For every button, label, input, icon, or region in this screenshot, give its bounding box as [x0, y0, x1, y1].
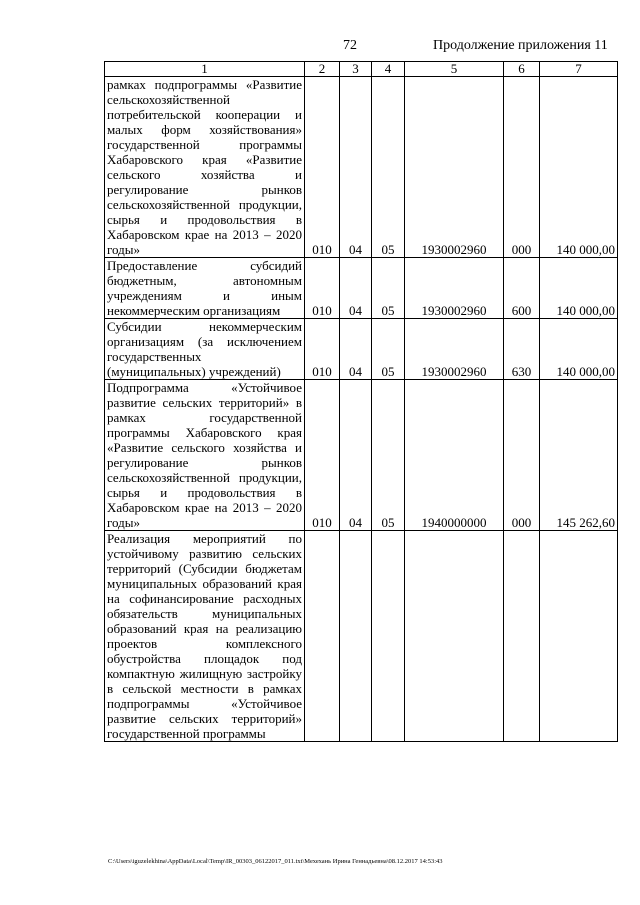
cell-subsection: 05 — [372, 258, 405, 319]
row-description: Субсидии некоммерческим организациям (за исключением государственных (муниципальных) учреждений) — [105, 319, 305, 380]
column-header: 1 — [105, 62, 305, 77]
cell-target-article — [405, 531, 504, 742]
column-header: 3 — [340, 62, 372, 77]
page-number: 72 — [343, 38, 357, 53]
cell-ministry-code: 010 — [305, 319, 340, 380]
cell-expense-type: 000 — [504, 77, 540, 258]
cell-section — [340, 531, 372, 742]
cell-subsection: 05 — [372, 77, 405, 258]
cell-target-article: 1930002960 — [405, 258, 504, 319]
cell-section: 04 — [340, 380, 372, 531]
column-header: 6 — [504, 62, 540, 77]
row-description: Предоставление субсидий бюджетным, автономным учреждениям и иным некоммерческим организациям — [105, 258, 305, 319]
column-header: 2 — [305, 62, 340, 77]
cell-subsection: 05 — [372, 380, 405, 531]
cell-amount: 140 000,00 — [540, 319, 618, 380]
cell-expense-type: 630 — [504, 319, 540, 380]
cell-amount: 140 000,00 — [540, 77, 618, 258]
cell-amount: 140 000,00 — [540, 258, 618, 319]
table-header-row — [105, 62, 618, 77]
column-header: 4 — [372, 62, 405, 77]
cell-amount: 145 262,60 — [540, 380, 618, 531]
table-row — [105, 531, 618, 742]
cell-section: 04 — [340, 319, 372, 380]
cell-expense-type: 600 — [504, 258, 540, 319]
row-description: Подпрограмма «Устойчивое развитие сельских территорий» в рамках государственной программы Хабаровского края «Развитие сельского хозяйства и регулирование рынков сельскохозяйственной продукции, сырья и продовольствия в Хабаровском крае на 2013 – 2020 годы» — [105, 380, 305, 531]
cell-section: 04 — [340, 77, 372, 258]
cell-amount — [540, 531, 618, 742]
cell-subsection: 05 — [372, 319, 405, 380]
cell-target-article: 1930002960 — [405, 319, 504, 380]
cell-expense-type: 000 — [504, 380, 540, 531]
budget-table — [104, 61, 618, 742]
cell-subsection — [372, 531, 405, 742]
row-description: Реализация мероприятий по устойчивому развитию сельских территорий (Субсидии бюджетам муниципальных образований края на софинансирование расходных обязательств муниципальных образований края на реализацию проектов комплексного обустройства площадок под компактную жилищную застройку в сельской местности в рамках подпрограммы «Устойчивое развитие сельских территорий» государственной программы — [105, 531, 305, 742]
column-header: 7 — [540, 62, 618, 77]
cell-ministry-code: 010 — [305, 77, 340, 258]
row-description: рамках подпрограммы «Развитие сельскохозяйственной потребительской кооперации и малых форм хозяйствования» государственной программы Хабаровского края «Развитие сельского хозяйства и регулирование рынков сельскохозяйственной продукции, сырья и продовольствия в Хабаровском крае на 2013 – 2020 годы» — [105, 77, 305, 258]
table-row — [105, 319, 618, 380]
cell-target-article: 1940000000 — [405, 380, 504, 531]
continuation-label: Продолжение приложения 11 — [433, 38, 608, 53]
cell-target-article: 1930002960 — [405, 77, 504, 258]
cell-ministry-code — [305, 531, 340, 742]
column-header: 5 — [405, 62, 504, 77]
cell-ministry-code: 010 — [305, 258, 340, 319]
footer-file-path: C:\Users\iguzelekhina\AppData\Local\Temp\IR_00303_06122017_011.txt\Мехехань Ирина Геннадьевна\08.12.2017 14:53:43 — [108, 858, 443, 865]
cell-expense-type — [504, 531, 540, 742]
cell-section: 04 — [340, 258, 372, 319]
table-row — [105, 77, 618, 258]
table-row — [105, 258, 618, 319]
table-row — [105, 380, 618, 531]
cell-ministry-code: 010 — [305, 380, 340, 531]
